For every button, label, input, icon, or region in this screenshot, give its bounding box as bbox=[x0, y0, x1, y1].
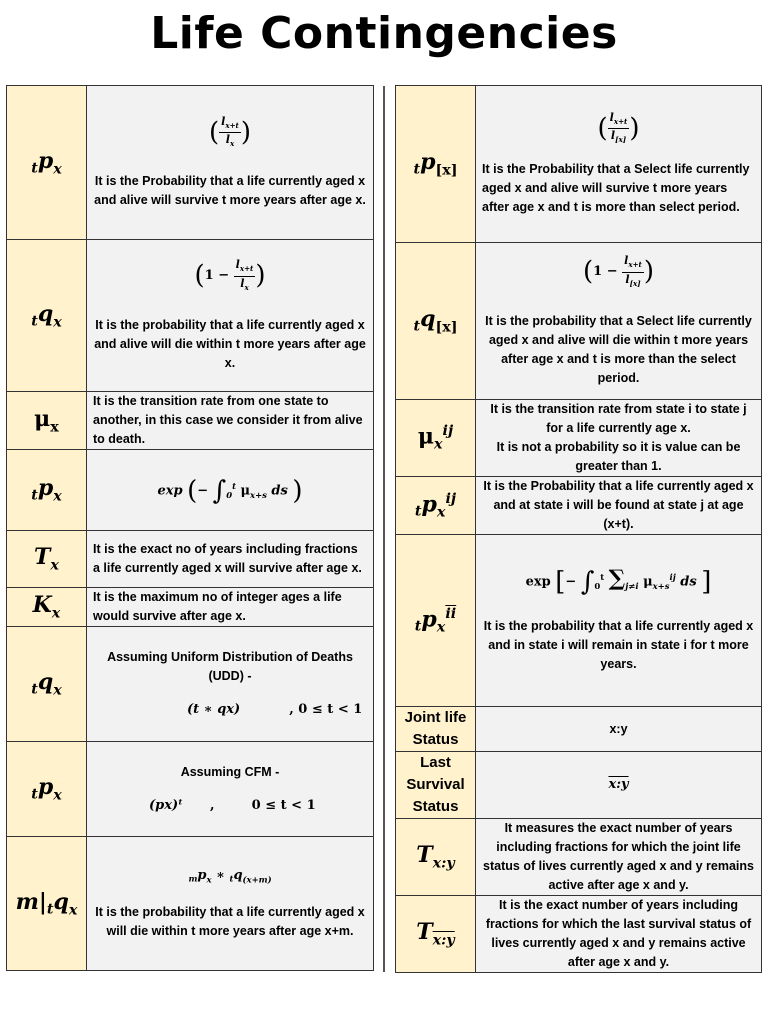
table-row bbox=[396, 752, 762, 819]
table-row bbox=[7, 837, 374, 971]
right-table bbox=[395, 85, 762, 973]
description-text: Assuming CFM - bbox=[180, 764, 280, 779]
description-cell bbox=[476, 86, 762, 243]
description-cell bbox=[87, 531, 374, 588]
page-title: Life Contingencies bbox=[150, 8, 618, 59]
description-cell bbox=[476, 477, 762, 535]
table-row bbox=[396, 477, 762, 535]
description-text: Assuming Uniform Distribution of Deaths (UDD) - bbox=[107, 650, 353, 683]
symbol-cell: $T_{x:y}$ bbox=[396, 819, 476, 896]
description-cell bbox=[87, 588, 374, 627]
symbol-cell: $\mu_x^{ij}$ bbox=[396, 400, 476, 477]
formula: (1 − $\frac{l_{x+t}}{l_{[x]}}$ ) bbox=[582, 254, 655, 288]
symbol-cell: $T_{x:y}$ bbox=[396, 896, 476, 973]
column-divider bbox=[383, 86, 385, 972]
description-text: It is the transition rate from one state to another, in this case we consider it from alive to death. bbox=[93, 394, 363, 446]
formula bbox=[87, 700, 373, 720]
formula: exp (− $\int_0^t$ $\mu_{x+s}$ ds ) bbox=[157, 475, 303, 506]
symbol-cell: $tp_x^{\overline{ii}}$ bbox=[396, 535, 476, 707]
formula: $mp_x$ ∗ $tq_{(x+m)}$ bbox=[188, 867, 272, 885]
table-row bbox=[396, 707, 762, 752]
left-table bbox=[6, 85, 374, 971]
table-row bbox=[396, 535, 762, 707]
formula bbox=[87, 796, 373, 816]
description-cell bbox=[87, 837, 374, 971]
formula: ( $\frac{l_{x+t}}{l_{[x]}}$ ) bbox=[597, 110, 640, 145]
symbol-cell: $tq_x$ bbox=[7, 240, 87, 392]
formula-part: (px)ᵗ bbox=[149, 797, 183, 813]
formula-part: (t ∗ qx) bbox=[187, 702, 241, 717]
table-row bbox=[7, 450, 374, 531]
description-text: It is the probability that a life currently aged x and alive will die within t more years after age x. bbox=[94, 317, 366, 370]
table-row bbox=[7, 742, 374, 837]
description-text: It measures the exact number of years including fractions for which the joint life status of lives currently aged x and y remains active after age x and y. bbox=[483, 821, 754, 892]
symbol-cell: $m|tq_x$ bbox=[7, 837, 87, 971]
table-row bbox=[396, 86, 762, 243]
description-text: It is the probability that a Select life currently aged x and alive will die within t more years after age x and t is more than the select period. bbox=[485, 313, 752, 385]
description-text: It is the transition rate from state i to state j for a life currently age x. bbox=[490, 402, 747, 435]
symbol-cell: $\mu_x$ bbox=[7, 392, 87, 450]
description-cell bbox=[476, 707, 762, 752]
description-cell bbox=[87, 450, 374, 531]
table-row bbox=[7, 531, 374, 588]
description-text: It is the probability that a life currently aged x will die within t more years after age x+m. bbox=[95, 905, 365, 939]
formula: (1 − $\frac{l_{x+t}}{l_x}$ ) bbox=[194, 258, 266, 292]
description-text: It is the Probability that a Select life currently aged x and alive will survive t more years after age x and t is more than select period. bbox=[482, 162, 750, 215]
status-value: x:y bbox=[608, 777, 629, 792]
status-value: x:y bbox=[609, 721, 628, 736]
table-row bbox=[7, 86, 374, 240]
symbol-cell: $tq_{[x]}$ bbox=[396, 243, 476, 400]
description-cell bbox=[87, 627, 374, 742]
description-cell bbox=[87, 742, 374, 837]
symbol-cell: $tq_x$ bbox=[7, 627, 87, 742]
table-row bbox=[7, 240, 374, 392]
symbol-cell: $T_x$ bbox=[7, 531, 87, 588]
formula: exp [− $\int_0^t$ $\sum_{j\ne i}$ $\mu_{x+s}^{ij}$ ds ] bbox=[525, 564, 712, 597]
symbol-cell: $tp_x^{ij}$ bbox=[396, 477, 476, 535]
description-text: It is the probability that a life currently aged x and in state i will remain in state i for t more years. bbox=[483, 619, 754, 672]
formula-part: 0 ≤ t < 1 bbox=[251, 797, 316, 813]
description-text: It is not a probability so it is value can be greater than 1. bbox=[496, 440, 741, 473]
table-row bbox=[396, 819, 762, 896]
description-cell bbox=[476, 400, 762, 477]
formula-part: , bbox=[210, 797, 215, 813]
description-text: It is the exact no of years including fractions a life currently aged x will survive after age x. bbox=[93, 542, 362, 575]
description-cell bbox=[87, 240, 374, 392]
symbol-cell: Joint life Status bbox=[396, 707, 476, 752]
table-row bbox=[396, 400, 762, 477]
table-row bbox=[7, 588, 374, 627]
description-cell bbox=[87, 86, 374, 240]
table-row bbox=[396, 896, 762, 973]
description-cell bbox=[476, 819, 762, 896]
symbol-cell: $tp_x$ bbox=[7, 450, 87, 531]
symbol-cell: $tp_{[x]}$ bbox=[396, 86, 476, 243]
description-text: It is the Probability that a life currently aged x and at state i will be found at state j at age (x+t). bbox=[483, 479, 754, 531]
symbol-cell: $tp_x$ bbox=[7, 742, 87, 837]
description-text: It is the maximum no of integer ages a life would survive after age x. bbox=[93, 590, 342, 623]
description-cell bbox=[476, 535, 762, 707]
table-row bbox=[7, 627, 374, 742]
symbol-cell: $tp_x$ bbox=[7, 86, 87, 240]
symbol-cell: Last Survival Status bbox=[396, 752, 476, 819]
description-cell bbox=[476, 243, 762, 400]
description-cell bbox=[87, 392, 374, 450]
table-row bbox=[7, 392, 374, 450]
description-cell bbox=[476, 752, 762, 819]
description-text: It is the Probability that a life currently aged x and alive will survive t more years after age x. bbox=[94, 174, 366, 208]
description-cell bbox=[476, 896, 762, 973]
formula: ( $\frac{l_{x+t}}{l_x}$ ) bbox=[208, 114, 252, 149]
description-text: It is the exact number of years including fractions for which the last survival status of lives currently aged x and y remains active after age x and y. bbox=[485, 898, 752, 969]
symbol-cell: $K_x$ bbox=[7, 588, 87, 627]
table-row bbox=[396, 243, 762, 400]
formula-part: , 0 ≤ t < 1 bbox=[289, 702, 363, 717]
